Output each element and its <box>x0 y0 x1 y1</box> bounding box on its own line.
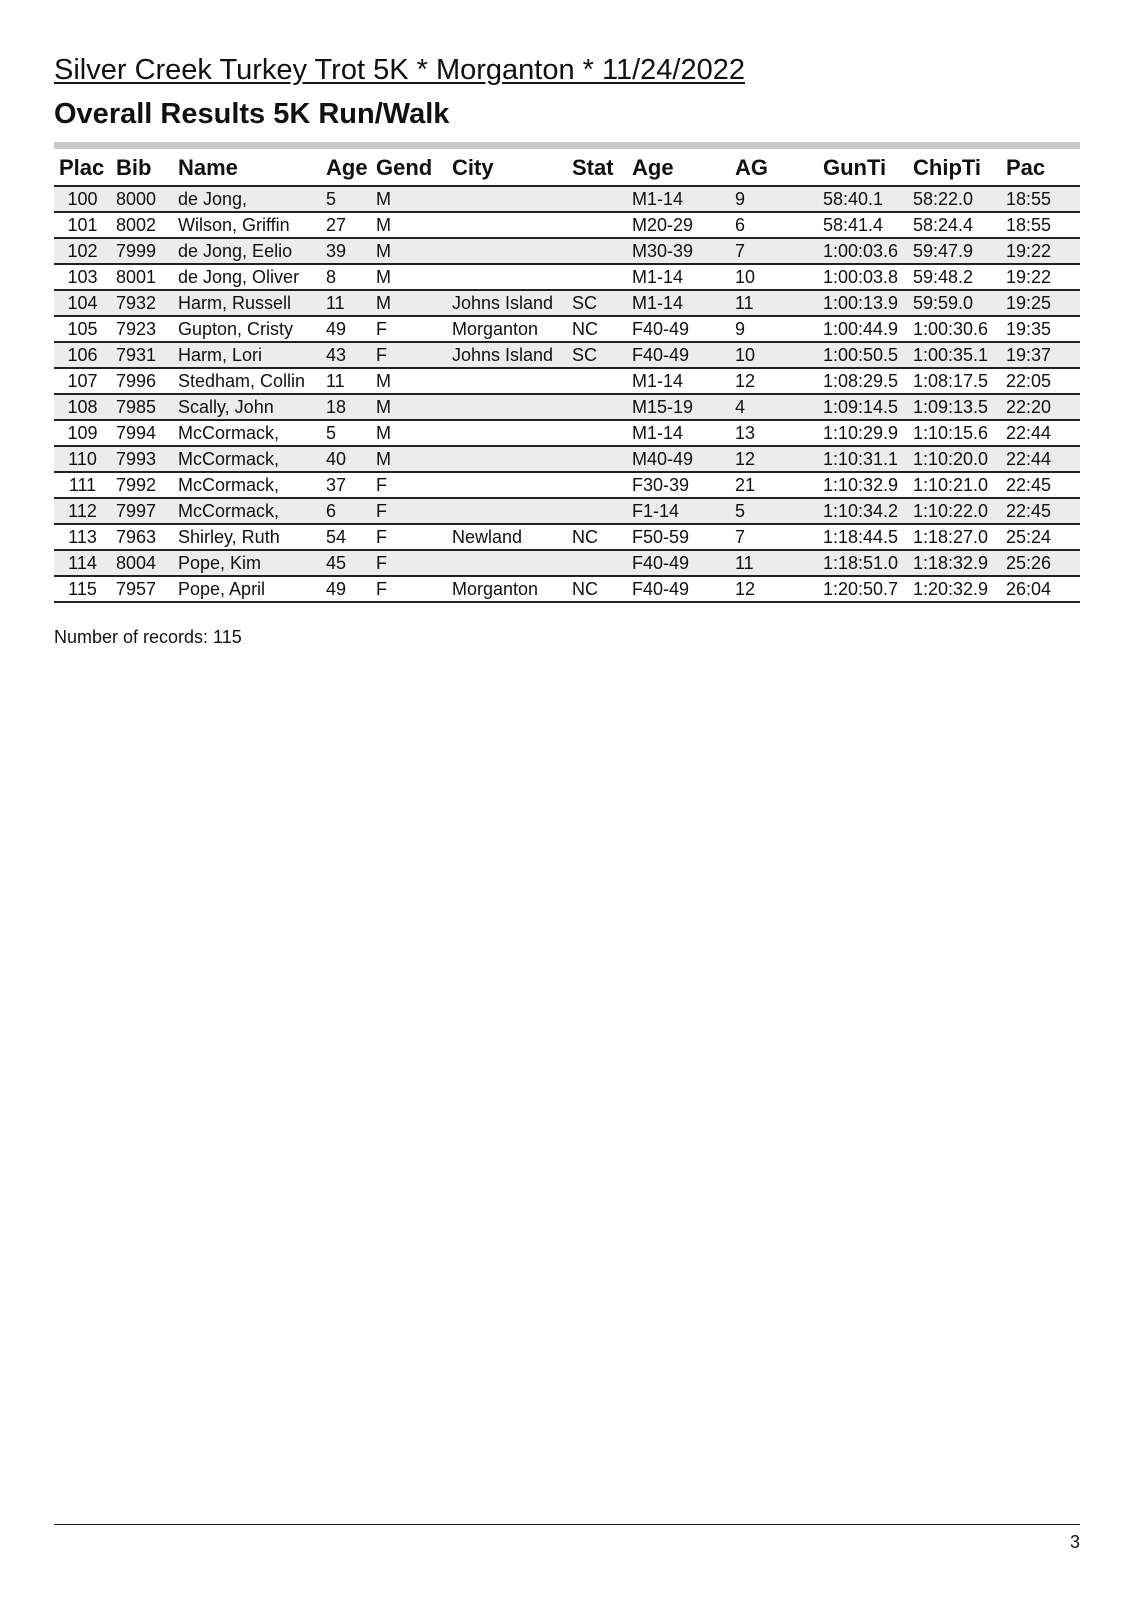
state-cell <box>567 498 627 524</box>
age-group-cell: F40-49 <box>627 576 730 602</box>
place-cell: 105 <box>54 316 111 342</box>
age-group-cell: F30-39 <box>627 472 730 498</box>
chip-time-cell: 59:48.2 <box>908 264 1001 290</box>
pace-cell: 18:55 <box>1001 212 1080 238</box>
pace-cell: 19:37 <box>1001 342 1080 368</box>
ag-place-cell: 12 <box>730 576 818 602</box>
gender-cell: M <box>371 368 447 394</box>
city-cell <box>447 550 567 576</box>
age-group-cell: M1-14 <box>627 264 730 290</box>
table-row <box>54 394 1080 420</box>
table-row <box>54 576 1080 602</box>
ag-place-cell: 7 <box>730 238 818 264</box>
name-cell: de Jong, <box>173 186 321 212</box>
report-title: Silver Creek Turkey Trot 5K * Morganton * 11/24/2022 <box>54 54 745 86</box>
state-cell <box>567 186 627 212</box>
table-row <box>54 550 1080 576</box>
gun-time-cell: 1:00:44.9 <box>818 316 908 342</box>
gun-time-cell: 1:00:03.8 <box>818 264 908 290</box>
chip-time-cell: 1:18:32.9 <box>908 550 1001 576</box>
table-row <box>54 368 1080 394</box>
gender-cell: M <box>371 290 447 316</box>
gun-time-cell: 1:00:03.6 <box>818 238 908 264</box>
chip-time-cell: 1:09:13.5 <box>908 394 1001 420</box>
ag-place-cell: 6 <box>730 212 818 238</box>
ag-place-cell: 4 <box>730 394 818 420</box>
state-cell: NC <box>567 316 627 342</box>
place-cell: 110 <box>54 446 111 472</box>
gender-cell: M <box>371 264 447 290</box>
table-header-row <box>54 151 1080 186</box>
table-row <box>54 446 1080 472</box>
table-row <box>54 316 1080 342</box>
name-cell: de Jong, Eelio <box>173 238 321 264</box>
bib-cell: 8002 <box>111 212 173 238</box>
page-number: 3 <box>1069 1532 1080 1552</box>
age-group-cell: F40-49 <box>627 342 730 368</box>
gender-cell: M <box>371 212 447 238</box>
bib-cell: 7992 <box>111 472 173 498</box>
age-group-cell: M30-39 <box>627 238 730 264</box>
ag-place-cell: 21 <box>730 472 818 498</box>
age-cell: 5 <box>321 420 371 446</box>
age-group-cell: M20-29 <box>627 212 730 238</box>
ag-place-cell: 5 <box>730 498 818 524</box>
name-cell: de Jong, Oliver <box>173 264 321 290</box>
age-cell: 40 <box>321 446 371 472</box>
age-cell: 18 <box>321 394 371 420</box>
name-cell: Scally, John <box>173 394 321 420</box>
gun-time-cell: 1:10:31.1 <box>818 446 908 472</box>
table-row <box>54 498 1080 524</box>
table-row <box>54 212 1080 238</box>
chip-time-cell: 1:18:27.0 <box>908 524 1001 550</box>
pace-cell: 19:22 <box>1001 264 1080 290</box>
gun-time-cell: 1:20:50.7 <box>818 576 908 602</box>
place-cell: 106 <box>54 342 111 368</box>
table-row <box>54 472 1080 498</box>
city-cell: Johns Island <box>447 342 567 368</box>
column-header-name: Name <box>173 151 321 186</box>
place-cell: 108 <box>54 394 111 420</box>
city-cell <box>447 472 567 498</box>
gender-cell: F <box>371 342 447 368</box>
age-group-cell: M40-49 <box>627 446 730 472</box>
place-cell: 112 <box>54 498 111 524</box>
chip-time-cell: 59:59.0 <box>908 290 1001 316</box>
bib-cell: 8004 <box>111 550 173 576</box>
name-cell: Harm, Russell <box>173 290 321 316</box>
age-group-cell: M1-14 <box>627 290 730 316</box>
age-cell: 43 <box>321 342 371 368</box>
chip-time-cell: 1:10:15.6 <box>908 420 1001 446</box>
pace-cell: 19:25 <box>1001 290 1080 316</box>
chip-time-cell: 58:22.0 <box>908 186 1001 212</box>
pace-cell: 19:22 <box>1001 238 1080 264</box>
city-cell <box>447 368 567 394</box>
gun-time-cell: 58:41.4 <box>818 212 908 238</box>
chip-time-cell: 1:00:30.6 <box>908 316 1001 342</box>
bib-cell: 7999 <box>111 238 173 264</box>
gun-time-cell: 1:08:29.5 <box>818 368 908 394</box>
name-cell: McCormack, <box>173 420 321 446</box>
pace-cell: 22:45 <box>1001 472 1080 498</box>
gun-time-cell: 1:09:14.5 <box>818 394 908 420</box>
state-cell: SC <box>567 290 627 316</box>
gender-cell: F <box>371 550 447 576</box>
place-cell: 109 <box>54 420 111 446</box>
state-cell <box>567 394 627 420</box>
city-cell <box>447 264 567 290</box>
bib-cell: 7997 <box>111 498 173 524</box>
bib-cell: 7963 <box>111 524 173 550</box>
name-cell: McCormack, <box>173 498 321 524</box>
gun-time-cell: 1:00:13.9 <box>818 290 908 316</box>
bib-cell: 8000 <box>111 186 173 212</box>
age-cell: 45 <box>321 550 371 576</box>
gender-cell: F <box>371 498 447 524</box>
city-cell <box>447 498 567 524</box>
name-cell: Wilson, Griffin <box>173 212 321 238</box>
pace-cell: 22:44 <box>1001 446 1080 472</box>
column-header-gun-time: GunTi <box>818 151 908 186</box>
ag-place-cell: 10 <box>730 342 818 368</box>
column-header-age-group: Age <box>627 151 730 186</box>
age-cell: 5 <box>321 186 371 212</box>
city-cell <box>447 238 567 264</box>
results-body <box>54 186 1080 602</box>
pace-cell: 22:20 <box>1001 394 1080 420</box>
place-cell: 115 <box>54 576 111 602</box>
bib-cell: 7957 <box>111 576 173 602</box>
place-cell: 107 <box>54 368 111 394</box>
name-cell: McCormack, <box>173 472 321 498</box>
gun-time-cell: 1:18:44.5 <box>818 524 908 550</box>
gender-cell: M <box>371 238 447 264</box>
city-cell <box>447 446 567 472</box>
pace-cell: 26:04 <box>1001 576 1080 602</box>
bib-cell: 8001 <box>111 264 173 290</box>
age-group-cell: M1-14 <box>627 186 730 212</box>
ag-place-cell: 10 <box>730 264 818 290</box>
gun-time-cell: 1:10:32.9 <box>818 472 908 498</box>
city-cell: Morganton <box>447 316 567 342</box>
age-group-cell: F50-59 <box>627 524 730 550</box>
bib-cell: 7996 <box>111 368 173 394</box>
pace-cell: 22:44 <box>1001 420 1080 446</box>
city-cell <box>447 420 567 446</box>
age-cell: 49 <box>321 316 371 342</box>
city-cell: Johns Island <box>447 290 567 316</box>
column-header-chip-time: ChipTi <box>908 151 1001 186</box>
age-cell: 11 <box>321 290 371 316</box>
pace-cell: 18:55 <box>1001 186 1080 212</box>
age-group-cell: M15-19 <box>627 394 730 420</box>
results-table <box>54 151 1080 603</box>
table-row <box>54 186 1080 212</box>
ag-place-cell: 12 <box>730 368 818 394</box>
city-cell <box>447 186 567 212</box>
chip-time-cell: 1:20:32.9 <box>908 576 1001 602</box>
record-count: Number of records: 115 <box>54 627 242 647</box>
state-cell <box>567 264 627 290</box>
column-header-city: City <box>447 151 567 186</box>
chip-time-cell: 1:10:20.0 <box>908 446 1001 472</box>
pace-cell: 22:45 <box>1001 498 1080 524</box>
state-cell: NC <box>567 524 627 550</box>
table-row <box>54 524 1080 550</box>
gender-cell: F <box>371 524 447 550</box>
state-cell <box>567 368 627 394</box>
gender-cell: M <box>371 446 447 472</box>
chip-time-cell: 59:47.9 <box>908 238 1001 264</box>
column-header-place: Plac <box>54 151 111 186</box>
pace-cell: 19:35 <box>1001 316 1080 342</box>
gun-time-cell: 1:10:34.2 <box>818 498 908 524</box>
gender-cell: F <box>371 576 447 602</box>
city-cell: Morganton <box>447 576 567 602</box>
age-cell: 27 <box>321 212 371 238</box>
place-cell: 100 <box>54 186 111 212</box>
place-cell: 113 <box>54 524 111 550</box>
gun-time-cell: 1:18:51.0 <box>818 550 908 576</box>
age-cell: 6 <box>321 498 371 524</box>
age-group-cell: F40-49 <box>627 550 730 576</box>
gun-time-cell: 1:00:50.5 <box>818 342 908 368</box>
place-cell: 101 <box>54 212 111 238</box>
age-group-cell: F40-49 <box>627 316 730 342</box>
bib-cell: 7993 <box>111 446 173 472</box>
ag-place-cell: 11 <box>730 550 818 576</box>
name-cell: Pope, April <box>173 576 321 602</box>
name-cell: Stedham, Collin <box>173 368 321 394</box>
table-row <box>54 290 1080 316</box>
city-cell <box>447 394 567 420</box>
age-group-cell: M1-14 <box>627 420 730 446</box>
pace-cell: 22:05 <box>1001 368 1080 394</box>
city-cell: Newland <box>447 524 567 550</box>
pace-cell: 25:26 <box>1001 550 1080 576</box>
state-cell <box>567 472 627 498</box>
table-row <box>54 264 1080 290</box>
place-cell: 103 <box>54 264 111 290</box>
pace-cell: 25:24 <box>1001 524 1080 550</box>
column-header-age: Age <box>321 151 371 186</box>
bib-cell: 7931 <box>111 342 173 368</box>
state-cell: NC <box>567 576 627 602</box>
chip-time-cell: 1:10:22.0 <box>908 498 1001 524</box>
bib-cell: 7985 <box>111 394 173 420</box>
state-cell <box>567 420 627 446</box>
name-cell: Shirley, Ruth <box>173 524 321 550</box>
ag-place-cell: 7 <box>730 524 818 550</box>
ag-place-cell: 9 <box>730 186 818 212</box>
column-header-gender: Gend <box>371 151 447 186</box>
age-cell: 49 <box>321 576 371 602</box>
place-cell: 111 <box>54 472 111 498</box>
state-cell <box>567 446 627 472</box>
name-cell: Gupton, Cristy <box>173 316 321 342</box>
table-row <box>54 342 1080 368</box>
state-cell <box>567 238 627 264</box>
place-cell: 104 <box>54 290 111 316</box>
age-cell: 39 <box>321 238 371 264</box>
gun-time-cell: 1:10:29.9 <box>818 420 908 446</box>
ag-place-cell: 12 <box>730 446 818 472</box>
gender-cell: M <box>371 394 447 420</box>
gender-cell: F <box>371 472 447 498</box>
name-cell: Pope, Kim <box>173 550 321 576</box>
age-cell: 37 <box>321 472 371 498</box>
gender-cell: M <box>371 420 447 446</box>
age-group-cell: F1-14 <box>627 498 730 524</box>
state-cell <box>567 550 627 576</box>
table-row <box>54 420 1080 446</box>
column-header-state: Stat <box>567 151 627 186</box>
state-cell: SC <box>567 342 627 368</box>
age-group-cell: M1-14 <box>627 368 730 394</box>
state-cell <box>567 212 627 238</box>
footer-divider <box>54 1524 1080 1525</box>
age-cell: 11 <box>321 368 371 394</box>
name-cell: Harm, Lori <box>173 342 321 368</box>
ag-place-cell: 9 <box>730 316 818 342</box>
bib-cell: 7994 <box>111 420 173 446</box>
table-row <box>54 238 1080 264</box>
gun-time-cell: 58:40.1 <box>818 186 908 212</box>
age-cell: 8 <box>321 264 371 290</box>
header-divider <box>54 142 1080 149</box>
place-cell: 114 <box>54 550 111 576</box>
bib-cell: 7932 <box>111 290 173 316</box>
column-header-bib: Bib <box>111 151 173 186</box>
chip-time-cell: 1:10:21.0 <box>908 472 1001 498</box>
gender-cell: M <box>371 186 447 212</box>
gender-cell: F <box>371 316 447 342</box>
column-header-ag-place: AG <box>730 151 818 186</box>
city-cell <box>447 212 567 238</box>
age-cell: 54 <box>321 524 371 550</box>
chip-time-cell: 1:08:17.5 <box>908 368 1001 394</box>
chip-time-cell: 1:00:35.1 <box>908 342 1001 368</box>
place-cell: 102 <box>54 238 111 264</box>
report-subtitle: Overall Results 5K Run/Walk <box>54 98 450 130</box>
bib-cell: 7923 <box>111 316 173 342</box>
chip-time-cell: 58:24.4 <box>908 212 1001 238</box>
name-cell: McCormack, <box>173 446 321 472</box>
ag-place-cell: 13 <box>730 420 818 446</box>
column-header-pace: Pac <box>1001 151 1080 186</box>
ag-place-cell: 11 <box>730 290 818 316</box>
